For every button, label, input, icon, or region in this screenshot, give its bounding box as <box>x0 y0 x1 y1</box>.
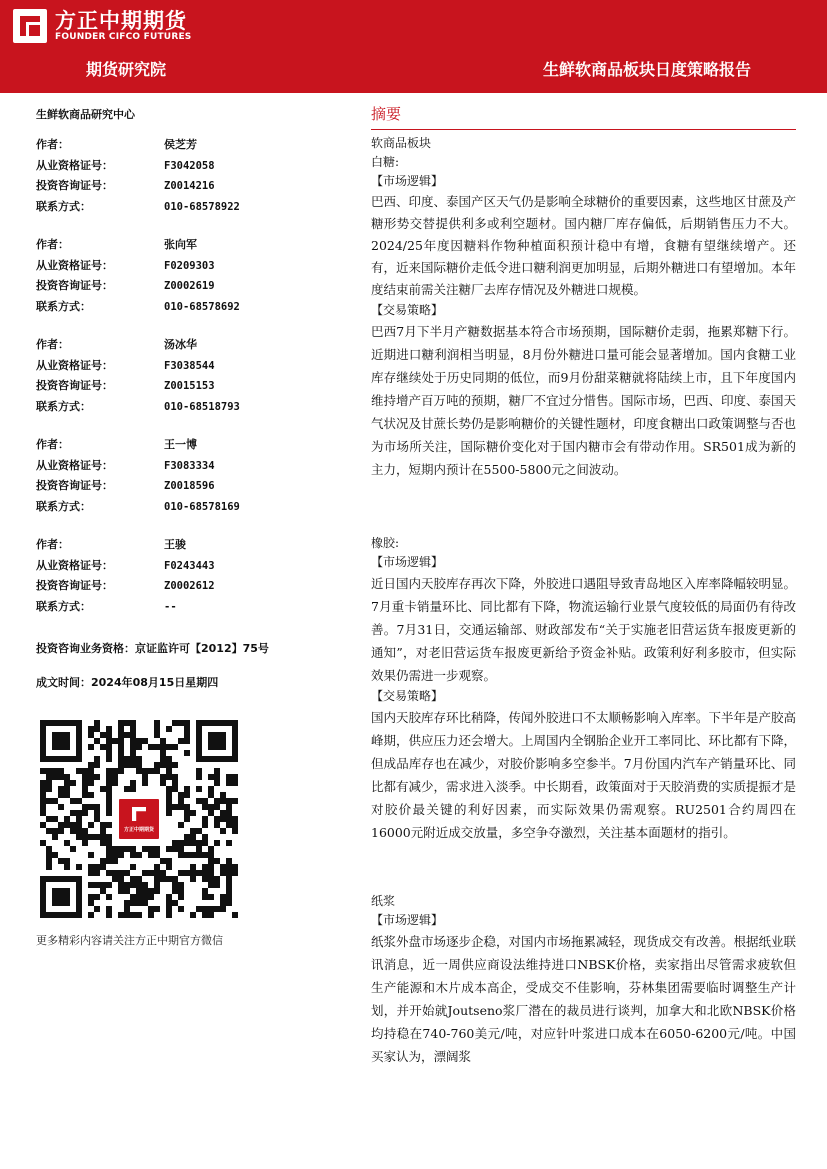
rubber-section <box>371 534 796 844</box>
contact-phone: 010-68578922 <box>164 200 240 213</box>
contact-phone: -- <box>164 600 177 613</box>
advisor-number: Z0002612 <box>164 580 215 592</box>
contact-label: 联系方式： <box>36 499 91 513</box>
advisor-label: 投资咨询证号： <box>36 379 113 392</box>
pulp-logic-tag: 【市场逻辑】 <box>371 913 444 927</box>
contact-label: 联系方式： <box>36 299 91 313</box>
contact-label: 联系方式： <box>36 399 91 413</box>
founder-logo-icon <box>13 9 47 43</box>
qr-center-logo-icon <box>116 796 162 842</box>
department-name: 期货研究院 <box>86 60 167 79</box>
pulp-label: 纸浆 <box>371 894 396 908</box>
research-center-name: 生鲜软商品研究中心 <box>36 108 135 121</box>
logo-english-name: FOUNDER CIFCO FUTURES <box>55 32 192 42</box>
wechat-qr-code[interactable] <box>40 720 238 918</box>
cert-number: F3038544 <box>164 359 215 372</box>
sugar-strategy-text: 巴西7月下半月产糖数据基本符合市场预期，国际糖价走弱，拖累郑糖下行。近期进口糖利润相当明显，8月份外糖进口量可能会显著增加。国内食糖工业库存继续处于历史同期的低位，而9月份甜菜糖就将陆续上市，且下年度国内维持增产百万吨的预期，糖厂不宜过分惜售。国际市场，巴西、印度、泰国天气状况及甘蔗长势仍是影响糖价的关键性题材，印度食糖出口政策调整与否也为市场所关注，国际糖价变化对于国内糖市会有带动作用。SR501成为新的主力，短期内预计在5500-5800元之间波动。 <box>371 324 797 477</box>
cert-label: 从业资格证号： <box>36 458 113 472</box>
contact-phone: 010-68578169 <box>164 500 240 513</box>
author-label: 作者： <box>36 238 69 251</box>
author-block <box>36 335 336 417</box>
report-title: 生鲜软商品板块日度策略报告 <box>542 60 751 79</box>
sugar-strategy-tag: 【交易策略】 <box>371 303 444 317</box>
author-name: 王一博 <box>164 438 197 451</box>
cert-label: 从业资格证号： <box>36 558 113 572</box>
contact-label: 联系方式： <box>36 199 91 213</box>
author-block <box>36 135 336 217</box>
advisor-number: Z0015153 <box>164 380 215 392</box>
advisor-number: Z0014216 <box>164 180 215 192</box>
summary-title: 摘要 <box>371 105 402 123</box>
rubber-label: 橡胶: <box>371 536 400 550</box>
pulp-logic-text: 纸浆外盘市场逐步企稳，对国内市场拖累减轻，现货成交有改善。根据纸业联讯消息，近一周供应商设法维持进口NBSK价格，卖家指出尽管需求疲软但生产能源和木片成本高企，受成交不佳影响，芬林集团需要临时调整生产计划，并开始就Joutseno浆厂潜在的裁员进行谈判，加拿大和北欧NBSK价格均持稳在740-760美元/吨，对应针叶浆进口成本在6050-6200元/吨。中国买家认为，漂阔浆 <box>371 934 797 1064</box>
cert-number: F3083334 <box>164 459 215 472</box>
rubber-logic-tag: 【市场逻辑】 <box>371 555 444 569</box>
advisor-number: Z0018596 <box>164 480 215 492</box>
advisor-label: 投资咨询证号： <box>36 479 113 492</box>
author-block <box>36 235 336 317</box>
sugar-label: 白糖: <box>371 155 400 169</box>
cert-label: 从业资格证号： <box>36 158 113 172</box>
sugar-section <box>371 134 796 481</box>
advisor-label: 投资咨询证号： <box>36 279 113 292</box>
qr-badge-text: 方正中期期货 <box>123 827 154 833</box>
author-name: 王骏 <box>164 538 186 551</box>
rubber-strategy-tag: 【交易策略】 <box>371 689 444 703</box>
cert-label: 从业资格证号： <box>36 358 113 372</box>
cert-number: F0209303 <box>164 259 215 272</box>
publish-date: 成文时间：2024年08月15日星期四 <box>36 676 219 689</box>
logo-chinese-name: 方正中期期货 <box>55 9 187 33</box>
cert-label: 从业资格证号： <box>36 258 113 272</box>
author-label: 作者： <box>36 538 69 551</box>
report-header <box>0 0 827 93</box>
rubber-strategy-text: 国内天胶库存环比稍降，传闻外胶进口不太顺畅影响入库率。下半年是产胶高峰期，供应压力还会增大。上周国内全钢胎企业开工率同比、环比都有下降，但成品库存也在减少，对胶价影响多空参半。7月份国内汽车产销量环比、同比都有减少，需求进入淡季。中长期看，政策面对于天胶消费的实质提振才是对胶价最关键的利好因素，而实际效果仍需观察。RU2501合约周四在16000元附近成交放量，多空争夺激烈，关注基本面题材的指引。 <box>371 710 797 840</box>
summary-divider <box>371 129 796 130</box>
cert-number: F0243443 <box>164 559 215 572</box>
sugar-logic-tag: 【市场逻辑】 <box>371 174 444 188</box>
author-block <box>36 435 336 517</box>
advisor-number: Z0002619 <box>164 280 215 292</box>
author-label: 作者： <box>36 438 69 451</box>
qr-caption: 更多精彩内容请关注方正中期官方微信 <box>36 934 223 947</box>
author-name: 张向军 <box>164 238 197 251</box>
author-block <box>36 535 336 617</box>
cert-number: F3042058 <box>164 159 215 172</box>
author-label: 作者： <box>36 138 69 151</box>
author-name: 汤冰华 <box>164 338 197 351</box>
advisor-label: 投资咨询证号： <box>36 179 113 192</box>
advisor-label: 投资咨询证号： <box>36 579 113 592</box>
contact-phone: 010-68518793 <box>164 400 240 413</box>
license-info: 投资咨询业务资格：京证监许可【2012】75号 <box>36 642 269 655</box>
contact-label: 联系方式： <box>36 599 91 613</box>
contact-phone: 010-68578692 <box>164 300 240 313</box>
author-name: 侯芝芳 <box>164 138 197 151</box>
pulp-section <box>371 892 796 1068</box>
author-label: 作者： <box>36 338 69 351</box>
sugar-logic-text: 巴西、印度、泰国产区天气仍是影响全球糖价的重要因素，这些地区甘蔗及产糖形势交替提供利多或利空题材。国内糖厂库存偏低，后期销售压力不大。2024/25年度因糖料作物种植面积预计稳中有增，食糖有望继续增产。还有，近来国际糖价走低令进口糖利润更加明显，后期外糖进口有望增加。本年度结束前需关注糖厂去库存情况及外糖进口规模。 <box>371 194 797 297</box>
soft-commodities-heading: 软商品板块 <box>371 136 432 150</box>
rubber-logic-text: 近日国内天胶库存再次下降，外胶进口遇阻导致青岛地区入库率降幅较明显。7月重卡销量环比、同比都有下降，物流运输行业景气度较低的局面仍有待改善。7月31日，交通运输部、财政部发布“关于实施老旧营运货车报废更新的通知”，对老旧营运货车报废更新给予资金补贴。政策利好利多胶市，但实际效果仍需进一步观察。 <box>371 576 797 683</box>
